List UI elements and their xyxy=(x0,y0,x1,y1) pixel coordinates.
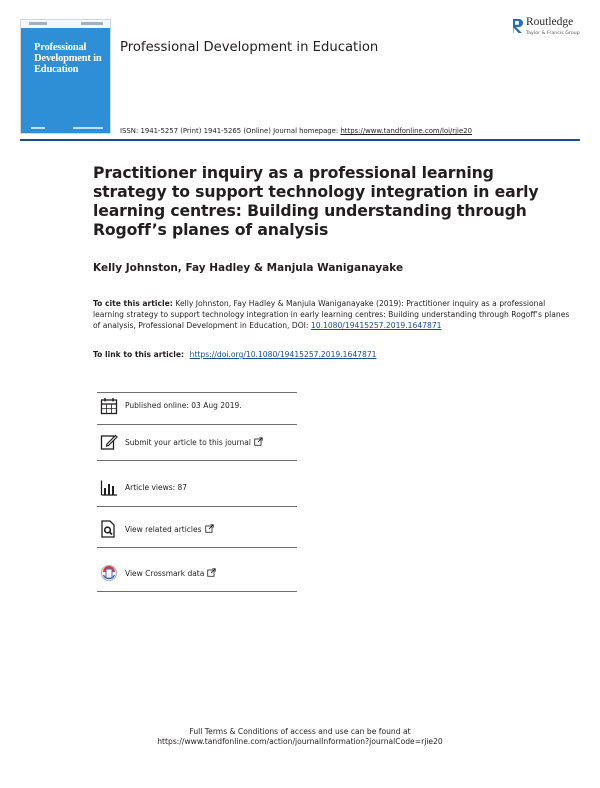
header-divider xyxy=(20,139,580,141)
issn-text: ISSN: 1941-5257 (Print) 1941-5265 (Online) Journal homepage: xyxy=(120,127,341,135)
related-articles-row[interactable] xyxy=(97,520,297,548)
link-label: To link to this article: xyxy=(93,350,187,359)
edit-icon xyxy=(100,433,118,451)
publisher-tagline: Taylor & Francis Group xyxy=(526,31,580,36)
publisher-name: Routledge xyxy=(526,16,574,28)
bar-chart-icon xyxy=(100,479,118,497)
cover-footer-mark xyxy=(73,127,103,129)
footer-terms xyxy=(0,727,600,747)
citation-text: Kelly Johnston, Fay Hadley & Manjula Waniganayake (2019): Practitioner inquiry as a professional learning strategy to support technology integration in early learning centres: Building understanding through Rogoff’s planes of analysis, Professional Development in Education, DOI: xyxy=(93,299,570,330)
published-online-row xyxy=(97,397,297,425)
article-views-text: Article views: 87 xyxy=(125,483,188,492)
submit-article-text: Submit your article to this journal xyxy=(125,438,251,447)
related-articles-link[interactable] xyxy=(125,524,214,534)
article-authors: Kelly Johnston, Fay Hadley & Manjula Waniganayake xyxy=(93,262,404,274)
cover-title: Professional Development in Education xyxy=(34,42,102,75)
crossmark-text: View Crossmark data xyxy=(125,569,205,578)
calendar-icon xyxy=(100,397,118,415)
journal-homepage-link[interactable]: https://www.tandfonline.com/loi/rjie20 xyxy=(340,127,472,135)
routledge-r-icon xyxy=(512,18,524,34)
journal-name: Professional Development in Education xyxy=(120,40,379,55)
external-link-icon xyxy=(207,568,216,577)
citation-block xyxy=(93,298,573,331)
submit-article-row[interactable] xyxy=(97,433,297,461)
issn-line xyxy=(120,127,472,135)
footer-terms-text: Full Terms & Conditions of access and use can be found at xyxy=(189,727,411,736)
citation-label: To cite this article: xyxy=(93,299,176,308)
article-title: Practitioner inquiry as a professional learning strategy to support technology integration in early learning centres: Building understanding through Rogoff’s planes of analysis xyxy=(93,163,539,239)
related-articles-text: View related articles xyxy=(125,525,202,534)
crossmark-icon xyxy=(100,564,118,582)
cover-footer-mark xyxy=(31,127,45,129)
citation-doi-link[interactable]: 10.1080/19415257.2019.1647871 xyxy=(310,321,442,330)
info-top-divider xyxy=(97,392,297,393)
cover-top-bar xyxy=(21,20,110,28)
external-link-icon xyxy=(205,524,214,533)
footer-terms-link[interactable]: https://www.tandfonline.com/action/journalInformation?journalCode=rjie20 xyxy=(157,737,443,746)
external-link-icon xyxy=(254,437,263,446)
crossmark-row[interactable] xyxy=(97,564,297,592)
journal-cover-image xyxy=(20,19,111,134)
article-link-line xyxy=(93,350,376,359)
search-document-icon xyxy=(100,520,118,538)
article-views-row xyxy=(97,479,297,507)
article-doi-link[interactable]: https://doi.org/10.1080/19415257.2019.1647871 xyxy=(189,350,377,359)
routledge-logo xyxy=(512,16,592,42)
published-online-text: Published online: 03 Aug 2019. xyxy=(125,401,242,410)
crossmark-link[interactable] xyxy=(125,568,216,578)
submit-article-link[interactable] xyxy=(125,437,263,447)
